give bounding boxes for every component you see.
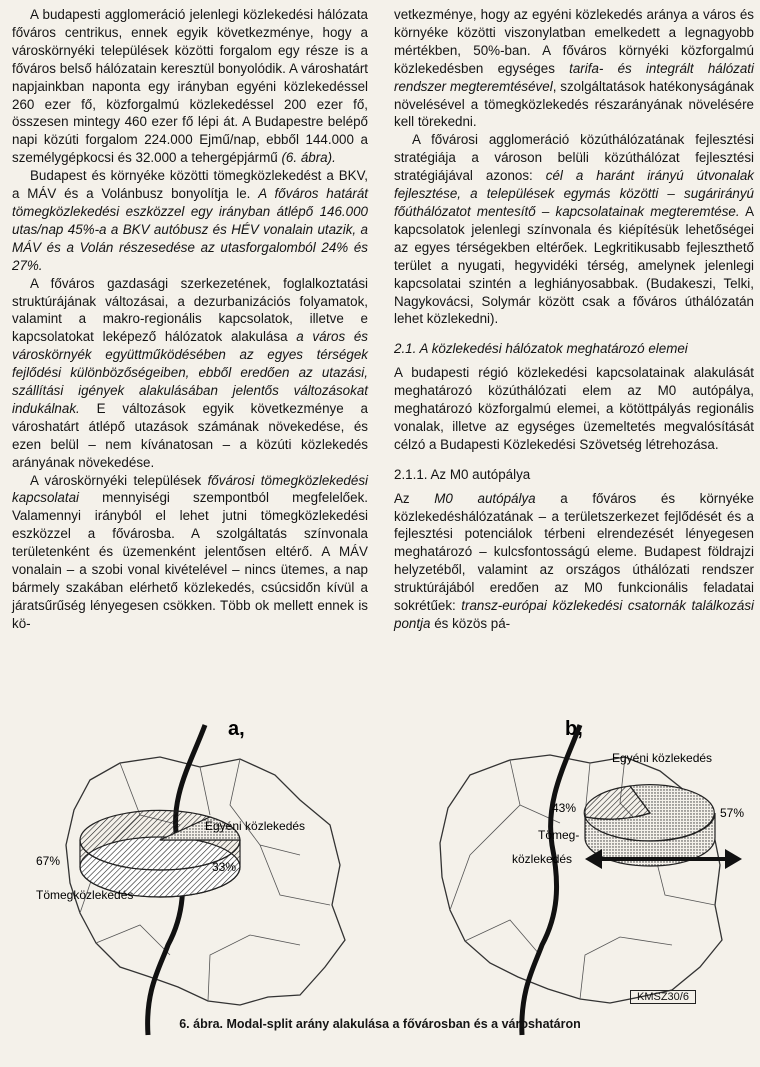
figure-caption: 6. ábra. Modal-split arány alakulása a fővárosban és a városhatáron: [179, 1017, 581, 1031]
figure-6: [0, 705, 760, 1062]
paragraph: Az M0 autópálya a főváros és környéke közlekedéshálózatának – a területszerkezet fejlődését és a fejlesztési potenciálok térbeni elrendezését lényegesen meghatározó – kulcsfontosságú eleme. Budapest földrajzi helyzetéből, valamint az országos úthálózati rendszer struktúrájából eredően az M0 funkcionális feladatai sokrétűek: transz-európai közlekedési csatornák találkozási pontja és közös pá-: [394, 490, 755, 631]
figure-svg: [0, 705, 760, 1062]
panel-b: [440, 718, 744, 1035]
pie-b-small-label-2: közlekedés: [512, 852, 573, 866]
danube-b: [522, 725, 580, 1035]
paragraph: A városkörnyéki települések fővárosi tömegközlekedési kapcsolatai mennyiségi szempontból megfelelőek. Valamennyi irányból el lehet jutni tömegközlekedési eszközzel a fővárosba. A szolgáltatás színvonala területenként és üzemenként jelentősen eltérő. A MÁV vonalain – a szobi vonal kivételével – nincs ütemes, a nap bármely szakában elérhető közlekedés, csúcsidőn kívül a járatsűrűség lényegesen csökken. Több ok mellett ennek is kö-: [12, 472, 368, 631]
panel-b-label: b,: [565, 718, 583, 740]
paragraph: A fővárosi agglomeráció közúthálózatának fejlesztési stratégiája a városon belüli közúthálózat fejlesztési stratégiájával azonos: cél a haránt irányú útvonalak fejlesztése, a települések egymás közötti – sugárirányú főúthálózatot mentesítő – kapcsolatainak megteremtése. A kapcsolatok jelenlegi színvonala és kiépítésük lehetőségei az egyes térségekben eltérőek. Legkritikusabb fejleszthető terület a nyugati, hegyvidéki térség, amelynek jelenlegi kapcsolatai szintén a leghiányosabbak. (Budakeszi, Telki, Nagykovácsi, Solymár között csak a főváros úthálózatán lehet közlekedni).: [394, 132, 754, 327]
paragraph: A budapesti agglomeráció jelenlegi közlekedési hálózata főváros centrikus, ennek egyik következménye, hogy a városkörnyéki települések közötti forgalom egy része is a főváros belső hálózatain keresztül bonyolódik. A városhatárt napjainkban naponta egy irányban egyéni közlekedéssel 260 ezer fő, közforgalmú közlekedéssel 200 ezer fő, összesen mintegy 460 ezer fő lépi át. A Budapestre belépő napi közúti forgalom 224.000 Ejmű/nap, ebből 144.000 a személygépkocsi és 32.000 a tehergépjármű (6. ábra).: [12, 7, 368, 166]
left-column: [12, 6, 368, 633]
right-column: [394, 6, 754, 633]
subsection-heading: 2.1.1. Az M0 autópálya: [394, 466, 531, 482]
pie-a-small-label: Egyéni közlekedés: [205, 819, 306, 833]
panel-a-label: a,: [228, 718, 245, 740]
pie-b-small-label-1: Tömeg-: [538, 828, 580, 842]
figure-tag: KMSZ30/6: [630, 990, 696, 1004]
paragraph: A főváros gazdasági szerkezetének, foglalkoztatási struktúrájának változásai, a dezurbanizációs folyamatok, valamint a makro-regionális kapcsolatok, illetve e kapcsolatokat leképező hálózatok alakulása a város és városkörnyék együttműködésében az egyes térségek fejlődési különbözőségeiben, ebből eredően az utazási, szállítási igények alakulásában jelentős változásokat indukálnak. E változások egyik következménye a városhatárt átlépő utazások számának növekedése, és ezen belül – nem kívánatosan – a közúti közlekedés arányának növekedése.: [12, 275, 368, 470]
pie-a-small-pct: 33%: [212, 860, 237, 874]
paragraph: vetkezménye, hogy az egyéni közlekedés aránya a város és környéke közötti viszonylatban emelkedett a legnagyobb mértékben, 50%-ban. A főváros környéki közforgalmú közlekedésben egységes tarifa- és integrált hálózati rendszer megteremtésével, szolgáltatások hatékonyságának növelésével a tömegközlekedés részarányának növelésére kell törekedni.: [394, 7, 754, 130]
paragraph: A budapesti régió közlekedési kapcsolatainak alakulását meghatározó közúthálózati elem az M0 autópálya, meghatározó közforgalmú elemei, a kötöttpályás regionális vonalak, illetve az egységes üzemeltetés megvalósítását célzó a Budapesti Közlekedési Szövetség létrehozása.: [394, 365, 754, 452]
panel-a: [36, 718, 345, 1035]
pie-b-large-label: Egyéni közlekedés: [612, 751, 713, 765]
pie-a-large-pct: 67%: [36, 854, 61, 868]
pie-b-large-pct: 57%: [720, 806, 745, 820]
pie-b-small-pct: 43%: [552, 801, 577, 815]
arrow-head-right: [725, 849, 742, 869]
section-heading: 2.1. A közlekedési hálózatok meghatározó elemei: [394, 341, 688, 357]
pie-a-large-label: Tömegközlekedés: [36, 888, 134, 902]
paragraph: Budapest és környéke közötti tömegközlekedést a BKV, a MÁV és a Volánbusz bonyolítja le. A főváros határát tömegközlekedési eszközzel egy irányban átlépő 146.000 utas/nap 45%-a a BKV autóbusz és HÉV vonalain utazik, a MÁV és a Volán részesedése az utasforgalomból 24% és 27%.: [12, 168, 368, 273]
